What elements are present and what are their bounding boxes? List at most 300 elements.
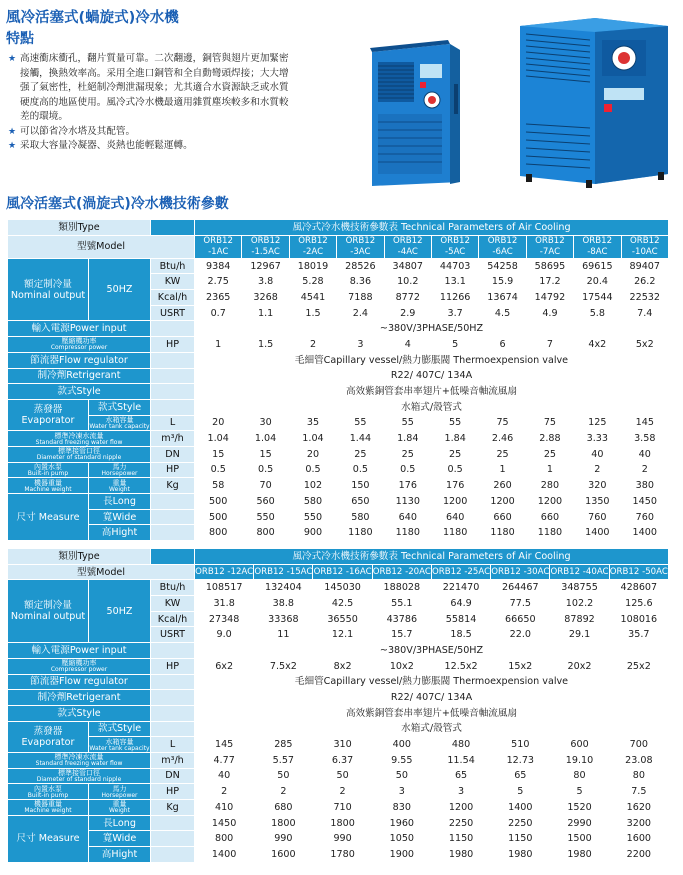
table-cell: 1450 bbox=[195, 815, 254, 831]
features-list bbox=[8, 52, 298, 154]
model-cell: ORB12 -30AC bbox=[491, 564, 550, 580]
table-cell: 10.2 bbox=[384, 274, 431, 290]
table-cell: 17544 bbox=[574, 290, 621, 306]
table-cell: 1200 bbox=[526, 494, 573, 510]
table-cell: 428607 bbox=[609, 580, 668, 596]
table-row bbox=[8, 643, 669, 659]
table-cell: 40 bbox=[195, 768, 254, 784]
table-cell: 89407 bbox=[621, 258, 668, 274]
table-cell: 990 bbox=[313, 831, 372, 847]
table-cell: 58695 bbox=[526, 258, 573, 274]
table-cell: 1.04 bbox=[242, 431, 289, 447]
table-cell: 1980 bbox=[550, 847, 609, 863]
unit-label: KW bbox=[151, 274, 195, 290]
weight-label-2: 重量 Weight bbox=[89, 800, 151, 816]
star-icon: ★ bbox=[8, 126, 17, 137]
unit-label: L bbox=[151, 737, 195, 753]
table-cell: 640 bbox=[431, 509, 478, 525]
model-label: 型號Model bbox=[8, 235, 195, 258]
table-cell: 3200 bbox=[609, 815, 668, 831]
unit-label: HP bbox=[151, 658, 195, 674]
table-cell: 25x2 bbox=[609, 658, 668, 674]
table-cell: 42.5 bbox=[313, 596, 372, 612]
table-cell: 1150 bbox=[431, 831, 490, 847]
table-cell: 1180 bbox=[431, 525, 478, 541]
table-cell: 990 bbox=[254, 831, 313, 847]
table-cell: 20.4 bbox=[574, 274, 621, 290]
table-cell: 2250 bbox=[491, 815, 550, 831]
table-cell: 1350 bbox=[574, 494, 621, 510]
power-value: ~380V/3PHASE/50HZ bbox=[195, 321, 669, 337]
table-cell: 65 bbox=[491, 768, 550, 784]
table-cell: 27348 bbox=[195, 611, 254, 627]
model-cell: ORB12 -25AC bbox=[431, 564, 490, 580]
style-value: 高效紫銅管套串率翅片+低噪音軸流風扇 bbox=[195, 705, 669, 721]
page-title: 風冷活塞式(蝸旋式)冷水機 bbox=[6, 10, 179, 26]
table-cell: 188028 bbox=[372, 580, 431, 596]
table-cell: 25 bbox=[337, 446, 384, 462]
water-tank-label: 水箱容量 Water tank capacity bbox=[89, 415, 150, 430]
features-title: 特點 bbox=[6, 31, 34, 47]
table-cell: 410 bbox=[195, 800, 254, 816]
table-cell: 2200 bbox=[609, 847, 668, 863]
table-cell: 50 bbox=[254, 768, 313, 784]
table-cell: 35 bbox=[289, 415, 336, 431]
table-cell: 10x2 bbox=[372, 658, 431, 674]
table-cell: 2 bbox=[621, 462, 668, 478]
table-row bbox=[8, 415, 669, 431]
pump-hp-label: 馬力 Horsepower bbox=[89, 462, 151, 478]
table-row bbox=[8, 220, 669, 236]
table-cell: 40 bbox=[621, 446, 668, 462]
unit-label: Btu/h bbox=[151, 258, 195, 274]
table-cell: 1500 bbox=[550, 831, 609, 847]
table-row bbox=[8, 525, 669, 541]
table-cell: 80 bbox=[609, 768, 668, 784]
weight-label-2: 重量 Weight bbox=[89, 478, 151, 494]
weight-label: 機器重量 Machine weight bbox=[8, 800, 89, 816]
table-cell: 1 bbox=[195, 337, 242, 353]
model-cell: ORB12 -5AC bbox=[431, 235, 478, 258]
table-title: 風冷式冷水機技術參數表 Technical Parameters of Air Cooling bbox=[195, 549, 669, 565]
table-row bbox=[8, 721, 669, 737]
table-cell: 680 bbox=[254, 800, 313, 816]
unit-label: Kcal/h bbox=[151, 611, 195, 627]
table-cell: 2.4 bbox=[337, 305, 384, 321]
model-cell: ORB12 -1.5AC bbox=[242, 235, 289, 258]
table-cell: 1400 bbox=[574, 525, 621, 541]
table-cell: 15.7 bbox=[372, 627, 431, 643]
model-cell: ORB12 -10AC bbox=[621, 235, 668, 258]
table-cell: 3.33 bbox=[574, 431, 621, 447]
table-cell: 1.04 bbox=[289, 431, 336, 447]
model-cell: ORB12 -15AC bbox=[254, 564, 313, 580]
table-cell: 3 bbox=[337, 337, 384, 353]
measure-label: 尺寸 Measure bbox=[8, 815, 89, 862]
table-cell: 145 bbox=[195, 737, 254, 753]
table-cell: 500 bbox=[195, 509, 242, 525]
unit-label: Btu/h bbox=[151, 580, 195, 596]
table-cell: 6 bbox=[479, 337, 526, 353]
table-cell: 64.9 bbox=[431, 596, 490, 612]
table-cell: 1200 bbox=[431, 494, 478, 510]
flow-value: 毛細管Capillary vessel/熱力膨脹閥 Thermoexpension valve bbox=[195, 674, 669, 690]
table-cell: 8x2 bbox=[313, 658, 372, 674]
table-cell: 1 bbox=[526, 462, 573, 478]
table-cell: 8772 bbox=[384, 290, 431, 306]
table-cell: 1180 bbox=[479, 525, 526, 541]
unit-label: DN bbox=[151, 768, 195, 784]
table-cell: 69615 bbox=[574, 258, 621, 274]
table-row bbox=[8, 494, 669, 510]
table-cell: 800 bbox=[195, 525, 242, 541]
table-cell: 1.84 bbox=[431, 431, 478, 447]
table-cell: 1960 bbox=[372, 815, 431, 831]
unit-label: L bbox=[151, 415, 195, 431]
table-cell: 1180 bbox=[384, 525, 431, 541]
table-cell: 2 bbox=[254, 784, 313, 800]
spec-table-1 bbox=[7, 219, 669, 541]
table-cell: 560 bbox=[242, 494, 289, 510]
table-cell: 102.2 bbox=[550, 596, 609, 612]
table-cell: 320 bbox=[574, 478, 621, 494]
power-value: ~380V/3PHASE/50HZ bbox=[195, 643, 669, 659]
table-cell: 1520 bbox=[550, 800, 609, 816]
table-cell: 1.5 bbox=[242, 337, 289, 353]
hz-label: 50HZ bbox=[89, 258, 151, 321]
feature-item: ★ 高速衝床衝孔，翻片質量可靠。二次翻邊，銅管與翅片更加緊密接觸，換熱效率高。采用全進口銅管和全自動彎頭焊接；大大增强了氣密性，杜絕制冷劑泄漏現象；尤其適合水資源缺乏或水質硬度高的地區使用。風冷式冷水機最適用雜質塵埃較多和水質較差的環境。 bbox=[8, 52, 298, 125]
table-cell: 35.7 bbox=[609, 627, 668, 643]
table-cell: 264467 bbox=[491, 580, 550, 596]
table-row bbox=[8, 658, 669, 674]
star-icon: ★ bbox=[8, 54, 17, 64]
table-cell: 25 bbox=[479, 446, 526, 462]
table-cell: 348755 bbox=[550, 580, 609, 596]
table-row bbox=[8, 737, 669, 753]
unit-label: Kg bbox=[151, 800, 195, 816]
model-cell: ORB12 -6AC bbox=[479, 235, 526, 258]
table-cell: 77.5 bbox=[491, 596, 550, 612]
table-cell: 55 bbox=[384, 415, 431, 431]
refrigerant-value: R22/ 407C/ 134A bbox=[195, 368, 669, 384]
table-cell: 1600 bbox=[609, 831, 668, 847]
table-cell: 500 bbox=[195, 494, 242, 510]
table-cell: 2.88 bbox=[526, 431, 573, 447]
table-cell: 6x2 bbox=[195, 658, 254, 674]
table-cell: 33368 bbox=[254, 611, 313, 627]
table-cell: 1900 bbox=[372, 847, 431, 863]
table-cell: 0.5 bbox=[195, 462, 242, 478]
table-cell: 2.75 bbox=[195, 274, 242, 290]
table-cell: 760 bbox=[574, 509, 621, 525]
table-cell: 800 bbox=[242, 525, 289, 541]
table-cell: 400 bbox=[372, 737, 431, 753]
table-cell: 1600 bbox=[254, 847, 313, 863]
table-cell: 830 bbox=[372, 800, 431, 816]
table-cell: 15x2 bbox=[491, 658, 550, 674]
table-cell: 2 bbox=[289, 337, 336, 353]
table-cell: 25 bbox=[431, 446, 478, 462]
unit-label: USRT bbox=[151, 305, 195, 321]
table-cell: 176 bbox=[431, 478, 478, 494]
table-cell: 66650 bbox=[491, 611, 550, 627]
hight-label: 高Hight bbox=[89, 525, 151, 541]
table-cell: 145 bbox=[621, 415, 668, 431]
std-flow-label: 標準冷凍水流量 Standard freezing water flow bbox=[8, 431, 151, 447]
table-cell: 310 bbox=[313, 737, 372, 753]
table-cell: 20 bbox=[195, 415, 242, 431]
nominal-output-label: 額定制冷量 Nominal output bbox=[8, 580, 89, 643]
large-chiller-unit bbox=[520, 18, 668, 188]
model-cell: ORB12 -8AC bbox=[574, 235, 621, 258]
hight-label: 高Hight bbox=[89, 847, 151, 863]
table-cell: 7.4 bbox=[621, 305, 668, 321]
table-cell: 28526 bbox=[337, 258, 384, 274]
table-cell: 1620 bbox=[609, 800, 668, 816]
table-cell: 11 bbox=[254, 627, 313, 643]
style-value: 高效紫銅管套串率翅片+低噪音軸流風扇 bbox=[195, 384, 669, 400]
table-cell: 1800 bbox=[254, 815, 313, 831]
table-cell: 1180 bbox=[337, 525, 384, 541]
table-cell: 1.5 bbox=[289, 305, 336, 321]
table-cell: 2365 bbox=[195, 290, 242, 306]
model-cell: ORB12 -20AC bbox=[372, 564, 431, 580]
model-cell: ORB12 -2AC bbox=[289, 235, 336, 258]
type-label: 類別Type bbox=[8, 549, 151, 565]
unit-label: HP bbox=[151, 784, 195, 800]
table-cell: 1980 bbox=[431, 847, 490, 863]
table-cell: 7.5 bbox=[609, 784, 668, 800]
table-cell: 1400 bbox=[621, 525, 668, 541]
table-cell: 221470 bbox=[431, 580, 490, 596]
table-cell: 1980 bbox=[491, 847, 550, 863]
table-row bbox=[8, 399, 669, 415]
table-cell: 55 bbox=[337, 415, 384, 431]
table-cell: 1150 bbox=[491, 831, 550, 847]
table-cell: 3.58 bbox=[621, 431, 668, 447]
table-cell: 80 bbox=[550, 768, 609, 784]
table-cell: 1130 bbox=[384, 494, 431, 510]
style-label: 款式Style bbox=[8, 705, 151, 721]
table-cell: 108517 bbox=[195, 580, 254, 596]
table-cell: 480 bbox=[431, 737, 490, 753]
table-cell: 5 bbox=[491, 784, 550, 800]
table-cell: 50 bbox=[372, 768, 431, 784]
table-cell: 150 bbox=[337, 478, 384, 494]
table-row bbox=[8, 235, 669, 258]
pump-label: 內置水泵 Built-in pump bbox=[8, 784, 89, 800]
table-cell: 0.5 bbox=[337, 462, 384, 478]
table-cell: 36550 bbox=[313, 611, 372, 627]
table-cell: 1.84 bbox=[384, 431, 431, 447]
table-cell: 19.10 bbox=[550, 752, 609, 768]
table-cell: 5.57 bbox=[254, 752, 313, 768]
spec-table-2 bbox=[7, 548, 669, 863]
unit-label: DN bbox=[151, 446, 195, 462]
table-cell: 260 bbox=[479, 478, 526, 494]
table-row bbox=[8, 549, 669, 565]
wide-label: 寬Wide bbox=[89, 831, 151, 847]
table-cell: 18.5 bbox=[431, 627, 490, 643]
unit-label: HP bbox=[151, 462, 195, 478]
table-cell: 15 bbox=[242, 446, 289, 462]
table-cell: 1800 bbox=[313, 815, 372, 831]
small-chiller-unit bbox=[370, 40, 460, 186]
water-tank-label: 水箱容量 Water tank capacity bbox=[89, 737, 150, 752]
table-cell: 2990 bbox=[550, 815, 609, 831]
table-cell: 700 bbox=[609, 737, 668, 753]
refrigerant-label: 制冷劑Retrigerant bbox=[8, 368, 151, 384]
table-cell: 70 bbox=[242, 478, 289, 494]
table-cell: 3.7 bbox=[431, 305, 478, 321]
table-title: 風冷式冷水機技術參數表 Technical Parameters of Air Cooling bbox=[195, 220, 669, 236]
model-cell: ORB12 -12AC bbox=[195, 564, 254, 580]
table-row bbox=[8, 384, 669, 400]
table-cell: 7 bbox=[526, 337, 573, 353]
long-label: 長Long bbox=[89, 494, 151, 510]
table-cell: 44703 bbox=[431, 258, 478, 274]
feature-item: ★ 可以節省冷水塔及其配管。 bbox=[8, 125, 298, 140]
table-cell: 710 bbox=[313, 800, 372, 816]
table-cell: 43786 bbox=[372, 611, 431, 627]
table-cell: 132404 bbox=[254, 580, 313, 596]
table-cell: 5 bbox=[431, 337, 478, 353]
table-row bbox=[8, 478, 669, 494]
table-cell: 12.1 bbox=[313, 627, 372, 643]
table-cell: 26.2 bbox=[621, 274, 668, 290]
table-cell: 5x2 bbox=[621, 337, 668, 353]
table-cell: 65 bbox=[431, 768, 490, 784]
table-cell: 1.1 bbox=[242, 305, 289, 321]
table-row bbox=[8, 784, 669, 800]
table-row bbox=[8, 509, 669, 525]
nipple-label: 標準接管口徑 Diameter of standard nipple bbox=[8, 768, 151, 784]
table-row bbox=[8, 674, 669, 690]
table-cell: 55 bbox=[431, 415, 478, 431]
table-row bbox=[8, 352, 669, 368]
std-flow-label: 標準冷凍水流量 Standard freezing water flow bbox=[8, 752, 151, 768]
table-cell: 1050 bbox=[372, 831, 431, 847]
flow-regulator-label: 節流器Flow regulator bbox=[8, 674, 151, 690]
model-cell: ORB12 -7AC bbox=[526, 235, 573, 258]
table-cell: 50 bbox=[313, 768, 372, 784]
table-cell: 4.77 bbox=[195, 752, 254, 768]
table-cell: 1400 bbox=[491, 800, 550, 816]
table-cell: 13.1 bbox=[431, 274, 478, 290]
table-cell: 2.46 bbox=[479, 431, 526, 447]
table-row bbox=[8, 564, 669, 580]
chiller-product-photos bbox=[350, 4, 683, 194]
compressor-label: 壓縮機功率 Compressor power bbox=[8, 658, 151, 674]
nominal-output-label: 額定制冷量 Nominal output bbox=[8, 258, 89, 321]
table-row bbox=[8, 462, 669, 478]
model-cell: ORB12 -50AC bbox=[609, 564, 668, 580]
table-cell: 1400 bbox=[195, 847, 254, 863]
table-cell: 285 bbox=[254, 737, 313, 753]
table-cell: 38.8 bbox=[254, 596, 313, 612]
pump-hp-label: 馬力 Horsepower bbox=[89, 784, 151, 800]
table-cell: 75 bbox=[526, 415, 573, 431]
table-row bbox=[8, 800, 669, 816]
table-cell: 380 bbox=[621, 478, 668, 494]
hz-label: 50HZ bbox=[89, 580, 151, 643]
model-cell: ORB12 -1AC bbox=[195, 235, 242, 258]
table-cell: 11.54 bbox=[431, 752, 490, 768]
nipple-label: 標準接管口徑 Diameter of standard nipple bbox=[8, 446, 151, 462]
table-row bbox=[8, 690, 669, 706]
table-row bbox=[8, 580, 669, 596]
table-cell: 125 bbox=[574, 415, 621, 431]
table-cell: 1 bbox=[479, 462, 526, 478]
evap-style-value: 水箱式/殼管式 bbox=[195, 399, 669, 415]
table-cell: 22.0 bbox=[491, 627, 550, 643]
model-label: 型號Model bbox=[8, 564, 195, 580]
table-cell: 4x2 bbox=[574, 337, 621, 353]
table-cell: 0.5 bbox=[384, 462, 431, 478]
wide-label: 寬Wide bbox=[89, 509, 151, 525]
table-cell: 25 bbox=[384, 446, 431, 462]
refrigerant-value: R22/ 407C/ 134A bbox=[195, 690, 669, 706]
table-cell: 18019 bbox=[289, 258, 336, 274]
table-row bbox=[8, 337, 669, 353]
table-cell: 13674 bbox=[479, 290, 526, 306]
table-cell: 7.5x2 bbox=[254, 658, 313, 674]
table-cell: 14792 bbox=[526, 290, 573, 306]
table-cell: 30 bbox=[242, 415, 289, 431]
power-input-label: 輸入電源Power input bbox=[8, 321, 151, 337]
unit-label: HP bbox=[151, 337, 195, 353]
weight-label: 機器重量 Machine weight bbox=[8, 478, 89, 494]
table-cell: 1200 bbox=[479, 494, 526, 510]
table-cell: 9.0 bbox=[195, 627, 254, 643]
style-label: 款式Style bbox=[8, 384, 151, 400]
table-cell: 3 bbox=[431, 784, 490, 800]
table-row bbox=[8, 258, 669, 274]
table-cell: 12.5x2 bbox=[431, 658, 490, 674]
table-cell: 23.08 bbox=[609, 752, 668, 768]
evap-style-label: 款式Style bbox=[89, 399, 151, 415]
unit-label: Kcal/h bbox=[151, 290, 195, 306]
table-cell: 25 bbox=[526, 446, 573, 462]
evaporator-label: 蒸發器 Evaporator bbox=[8, 399, 89, 430]
table-cell: 7188 bbox=[337, 290, 384, 306]
table-cell: 75 bbox=[479, 415, 526, 431]
star-icon: ★ bbox=[8, 141, 17, 151]
table-cell: 580 bbox=[337, 509, 384, 525]
table-row bbox=[8, 831, 669, 847]
table-cell: 510 bbox=[491, 737, 550, 753]
table-cell: 2 bbox=[195, 784, 254, 800]
table-cell: 4.9 bbox=[526, 305, 573, 321]
table-cell: 17.2 bbox=[526, 274, 573, 290]
model-cell: ORB12 -3AC bbox=[337, 235, 384, 258]
table-cell: 1.04 bbox=[195, 431, 242, 447]
table-cell: 550 bbox=[289, 509, 336, 525]
table-cell: 5 bbox=[550, 784, 609, 800]
table-cell: 6.37 bbox=[313, 752, 372, 768]
table-row bbox=[8, 368, 669, 384]
table-cell: 5.28 bbox=[289, 274, 336, 290]
table-cell: 108016 bbox=[609, 611, 668, 627]
flow-regulator-label: 節流器Flow regulator bbox=[8, 352, 151, 368]
table-row bbox=[8, 768, 669, 784]
table-cell: 20 bbox=[289, 446, 336, 462]
table-cell: 11266 bbox=[431, 290, 478, 306]
table-row bbox=[8, 847, 669, 863]
table-cell: 650 bbox=[337, 494, 384, 510]
table-cell: 15.9 bbox=[479, 274, 526, 290]
table-cell: 55.1 bbox=[372, 596, 431, 612]
